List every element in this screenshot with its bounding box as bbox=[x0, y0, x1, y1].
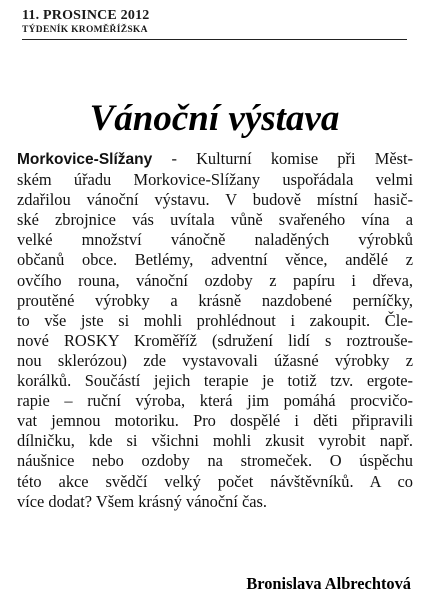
article-line: náušnice nebo ozdoby na stromeček. O úspěchu bbox=[17, 451, 413, 471]
page-header bbox=[22, 8, 407, 40]
article-line: Morkovice-Slížany - Kulturní komise při Měst- bbox=[17, 149, 413, 168]
article-lead: Morkovice-Slížany bbox=[17, 151, 153, 168]
article-line: proutěné výrobky a krásně nazdobené perníčky, bbox=[17, 290, 413, 310]
article-line: ovčího rouna, vánoční ozdoby z papíru i dřeva, bbox=[17, 270, 413, 290]
article-line: vat jemnou motoriku. Pro dospělé i děti připravili bbox=[17, 411, 413, 431]
article-line: občanů obce. Betlémy, adventní věnce, andělé z bbox=[17, 250, 413, 270]
article-line: více dodat? Všem krásný vánoční čas. bbox=[17, 491, 268, 511]
article-line: to vše jste si mohli prohlédnout i zakoupit. Čle- bbox=[17, 310, 413, 330]
article-line: ské zbrojnice vás uvítala vůně svařeného vína a bbox=[17, 210, 413, 230]
article-line: nou sklerózou) zde vystavovali úžasné výrobky z bbox=[17, 350, 413, 370]
publication-name: TÝDENÍK KROMĚŘÍŽSKA bbox=[22, 25, 148, 35]
header-divider bbox=[22, 39, 407, 40]
article-author: Bronislava Albrechtová bbox=[246, 574, 411, 593]
article-title: Vánoční výstava bbox=[89, 98, 340, 139]
article-line: nové ROSKY Kroměříž (sdružení lidí s roztrouše- bbox=[17, 330, 413, 350]
article-line: ském úřadu Morkovice-Slížany uspořádala velmi bbox=[17, 170, 413, 190]
issue-date: 11. PROSINCE 2012 bbox=[22, 8, 150, 23]
article-line: velké množství vánočně naladěných výrobků bbox=[17, 230, 413, 250]
article-body bbox=[17, 149, 413, 512]
article-line: zdařilou vánoční výstavu. V budově místní hasič- bbox=[17, 190, 413, 210]
article-line: dílničku, kde si všichni mohli zkusit vyrobit např. bbox=[17, 431, 413, 451]
article-line: korálků. Součástí jejich terapie je totiž tzv. ergote- bbox=[17, 371, 413, 391]
article-line: této akce svědčí velký počet návštěvníků. A co bbox=[17, 471, 413, 491]
article-line: rapie – ruční výroba, která jim pomáhá procvičo- bbox=[17, 391, 413, 411]
